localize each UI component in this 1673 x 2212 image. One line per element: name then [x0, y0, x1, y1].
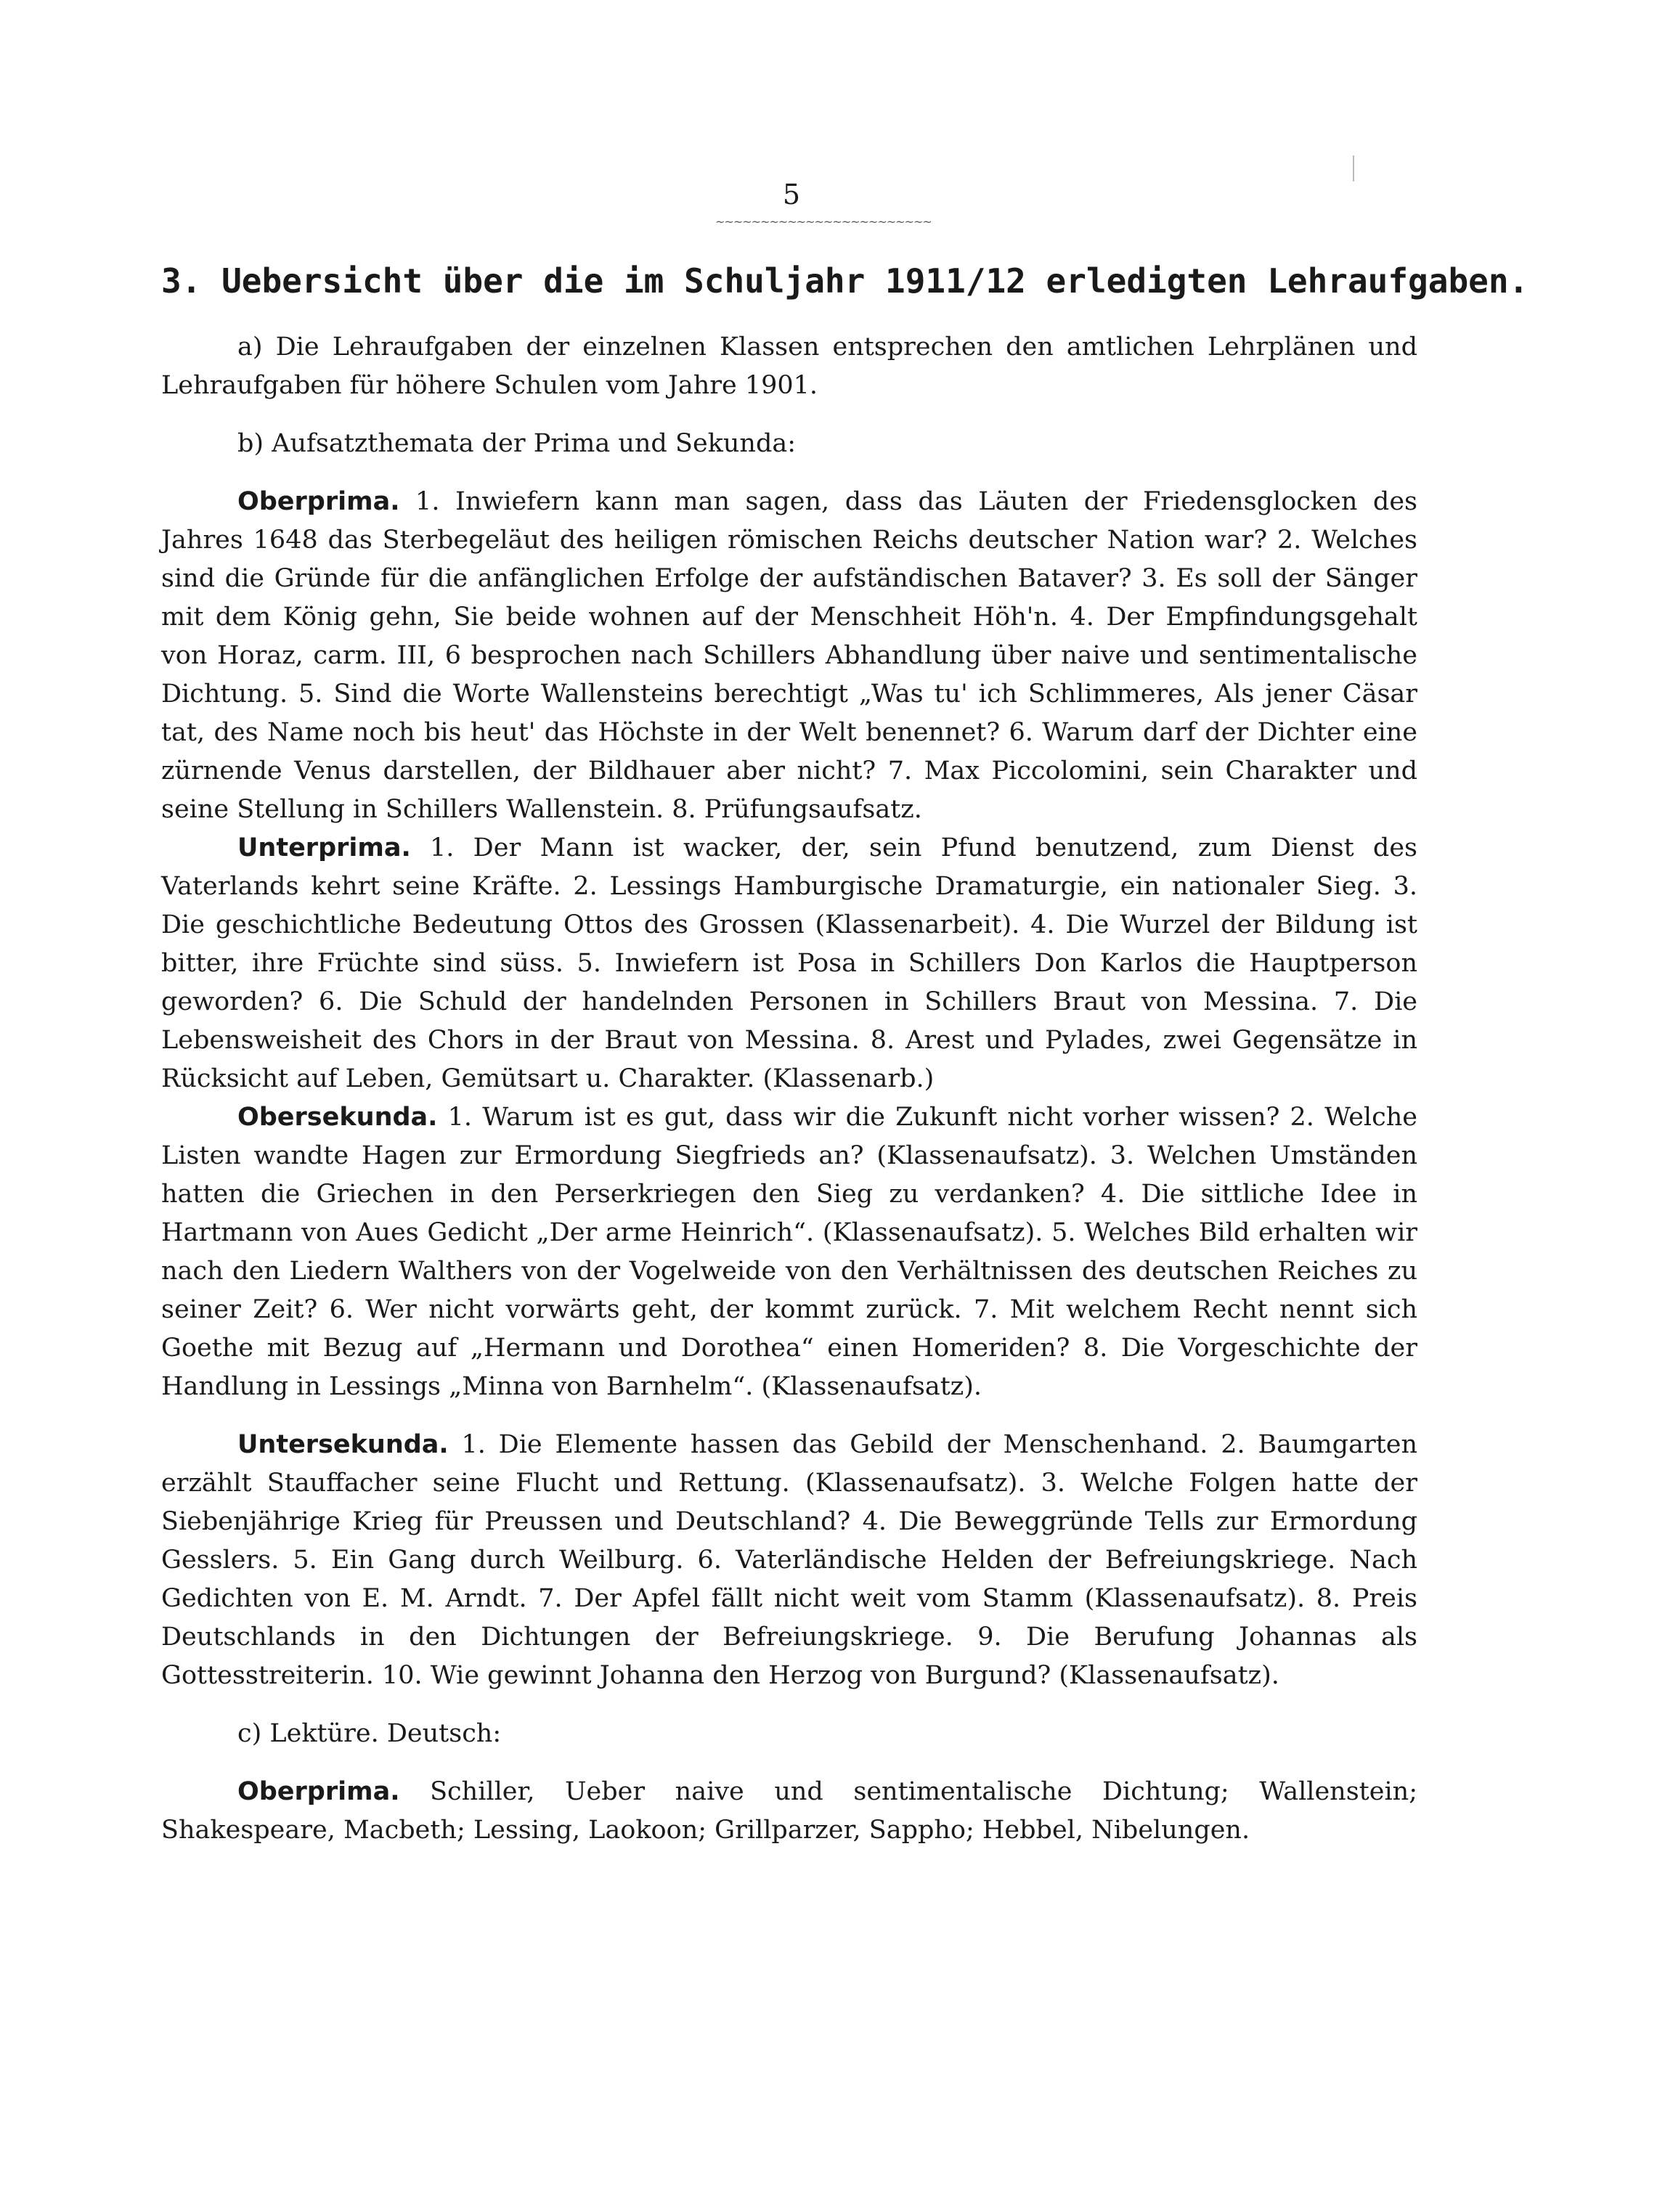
text-oberprima: 1. Inwiefern kann man sagen, dass das Läuten der Friedensglocken des Jahres 1648 das Sterbegeläut des heiligen römischen Reichs deutscher Nation war? 2. Welches sind die Gründe für die anfänglichen Erfolge der aufständischen Bataver? 3. Es soll der Sänger mit dem König gehn, Sie beide wohnen auf der Menschheit Höh'n. 4. Der Empfindungsgehalt von Horaz, carm. III, 6 besprochen nach Schillers Abhandlung über naive und sentimentalische Dichtung. 5. Sind die Worte Wallensteins berechtigt „Was tu' ich Schlimmeres, Als jener Cäsar tat, des Name noch bis heut' das Höchste in der Welt benennet? 6. Warum darf der Dichter eine zürnende Venus darstellen, der Bildhauer aber nicht? 7. Max Piccolomini, sein Charakter und seine Stellung in Schillers Wallenstein. 8. Prüfungsaufsatz.	[161, 487, 1417, 824]
paragraph-a: a) Die Lehraufgaben der einzelnen Klassen entsprechen den amtlichen Lehrplänen und Lehraufgaben für höhere Schulen vom Jahre 1901.	[161, 332, 1417, 400]
paragraph-unterprima	[161, 829, 1417, 1098]
page-number-ornament: ~~~~~~~~~~~~~~~~~~~~~~~~	[715, 215, 932, 229]
section-heading: 3. Uebersicht über die im Schuljahr 1911/12 erledigten Lehraufgaben.	[161, 261, 1529, 301]
paragraph-b: b) Aufsatzthemata der Prima und Sekunda:	[237, 429, 797, 458]
label-oberprima: Oberprima.	[237, 487, 400, 516]
label-unterprima: Unterprima.	[237, 833, 411, 862]
paragraph-lektuere-oberprima	[161, 1773, 1417, 1850]
document-body	[161, 328, 1417, 1850]
text-unterprima: 1. Der Mann ist wacker, der, sein Pfund benutzend, zum Dienst des Vaterlands kehrt seine Kräfte. 2. Lessings Hamburgische Dramaturgie, ein nationaler Sieg. 3. Die geschichtliche Bedeutung Ottos des Grossen (Klassenarbeit). 4. Die Wurzel der Bildung ist bitter, ihre Früchte sind süss. 5. Inwiefern ist Posa in Schillers Don Karlos die Hauptperson geworden? 6. Die Schuld der handelnden Personen in Schillers Braut von Messina. 7. Die Lebensweisheit des Chors in der Braut von Messina. 8. Arest und Pylades, zwei Gegensätze in Rücksicht auf Leben, Gemütsart u. Charakter. (Klassenarb.)	[161, 833, 1417, 1093]
text-untersekunda: 1. Die Elemente hassen das Gebild der Menschenhand. 2. Baumgarten erzählt Stauffacher seine Flucht und Rettung. (Klassenaufsatz). 3. Welche Folgen hatte der Siebenjährige Krieg für Preussen und Deutschland? 4. Die Beweggründe Tells zur Ermordung Gesslers. 5. Ein Gang durch Weilburg. 6. Vaterländische Helden der Befreiungskriege. Nach Gedichten von E. M. Arndt. 7. Der Apfel fällt nicht weit vom Stamm (Klassenaufsatz). 8. Preis Deutschlands in den Dichtungen der Befreiungskriege. 9. Die Berufung Johannas als Gottesstreiterin. 10. Wie gewinnt Johanna den Herzog von Burgund? (Klassenaufsatz).	[161, 1430, 1417, 1690]
label-untersekunda: Untersekunda.	[237, 1430, 449, 1459]
page-number: 5	[782, 179, 801, 211]
label-obersekunda: Obersekunda.	[237, 1103, 438, 1132]
text-lektuere-oberprima: Schiller, Ueber naive und sentimentalische Dichtung; Wallenstein; Shakespeare, Macbeth; Lessing, Laokoon; Grillparzer, Sappho; Hebbel, Nibelungen.	[161, 1777, 1417, 1845]
paragraph-c: c) Lektüre. Deutsch:	[237, 1719, 502, 1748]
text-obersekunda: 1. Warum ist es gut, dass wir die Zukunft nicht vorher wissen? 2. Welche Listen wandte Hagen zur Ermordung Siegfrieds an? (Klassenaufsatz). 3. Welchen Umständen hatten die Griechen in den Perserkriegen den Sieg zu verdanken? 4. Die sittliche Idee in Hartmann von Aues Gedicht „Der arme Heinrich“. (Klassenaufsatz). 5. Welches Bild erhalten wir nach den Liedern Walthers von der Vogelweide von den Verhältnissen des deutschen Reiches zu seiner Zeit? 6. Wer nicht vorwärts geht, der kommt zurück. 7. Mit welchem Recht nennt sich Goethe mit Bezug auf „Hermann und Dorothea“ einen Homeriden? 8. Die Vorgeschichte der Handlung in Lessings „Minna von Barnhelm“. (Klassenaufsatz).	[161, 1103, 1417, 1401]
page-edge-mark	[1353, 155, 1354, 181]
paragraph-untersekunda	[161, 1426, 1417, 1695]
label-lektuere-oberprima: Oberprima.	[237, 1777, 400, 1806]
paragraph-obersekunda	[161, 1098, 1417, 1406]
paragraph-oberprima	[161, 483, 1417, 829]
